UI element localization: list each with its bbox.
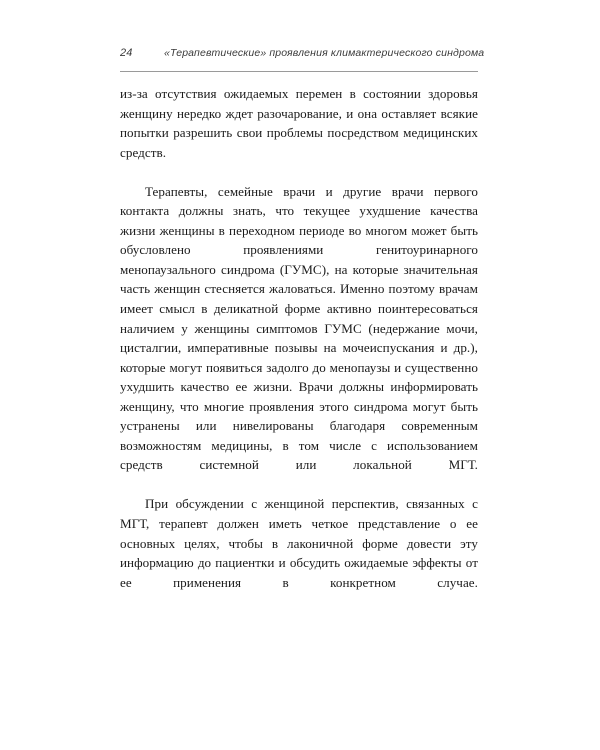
page-number: 24	[120, 47, 133, 59]
paragraph: При обсуждении с женщиной перспектив, связанных с МГТ, терапевт должен иметь четкое представление о ее основных целях, чтобы в лаконичной форме довести эту информацию до пациентки и обсудить ожидаемые эффекты от ее применения в конкретном случае.	[120, 496, 478, 590]
running-head-title: «Терапевтические» проявления климактерического синдрома	[164, 47, 485, 59]
paragraph: из-за отсутствия ожидаемых перемен в состоянии здоровья женщину нередко ждет разочарование, и она оставляет всякие попытки разрешить свои проблемы посредством медицинских средств.	[120, 86, 478, 160]
text-block	[120, 84, 478, 612]
running-head-rule	[120, 71, 478, 72]
running-head	[120, 47, 485, 69]
paragraph: Терапевты, семейные врачи и другие врачи первого контакта должны знать, что текущее ухудшение качества жизни женщины в переходном периоде во многом может быть обусловлено проявлениями генитоуринарного менопаузального синдрома (ГУМС), на которые значительная часть женщин стесняется жаловаться. Именно поэтому врачам имеет смысл в деликатной форме активно поинтересоваться наличием у женщины симптомов ГУМС (недержание мочи, цисталгии, императивные позывы на мочеиспускания и др.), которые могут появиться задолго до менопаузы и существенно ухудшить качество ее жизни. Врачи должны информировать женщину, что многие проявления этого синдрома могут быть устранены или нивелированы благодаря современным возможностям медицины, в том числе с использованием средств системной или локальной МГТ.	[120, 183, 478, 473]
